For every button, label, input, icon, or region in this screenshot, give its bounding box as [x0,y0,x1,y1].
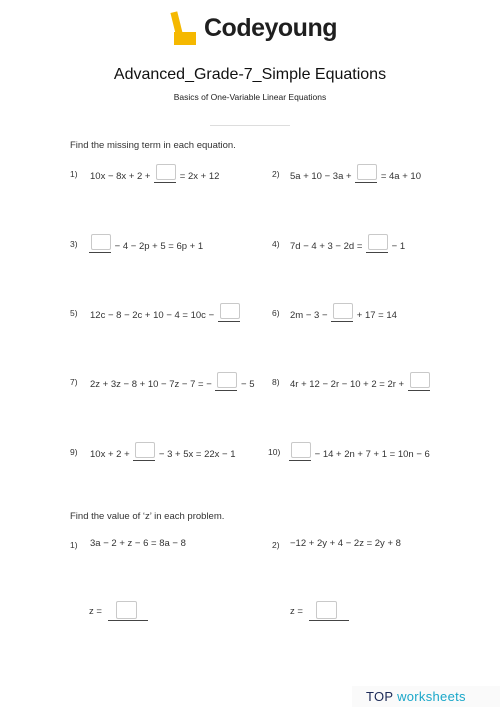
equation-left: 10x + 2 + [90,449,130,460]
footer-brand-worksheets: worksheets [397,689,466,704]
answer-blank[interactable] [218,306,240,320]
equation-5 [90,306,241,321]
equation-right: − 14 + 2n + 7 + 1 = 10n − 6 [314,449,430,460]
answer-blank[interactable] [154,167,176,181]
equation-9 [90,445,236,460]
z-label: z = [89,606,102,617]
problem-number: 4) [272,239,280,249]
equation-7 [90,375,255,390]
problem-number: 2) [272,169,280,179]
section1-instruction: Find the missing term in each equation. [70,140,236,151]
worksheet-subtitle: Basics of One-Variable Linear Equations [173,92,327,102]
worksheet-title: Advanced_Grade-7_Simple Equations [113,66,387,83]
equation-2 [290,167,421,182]
answer-blank[interactable] [355,167,377,181]
answer-blank[interactable] [289,445,311,459]
answer-blank[interactable] [215,375,237,389]
equation-right: + 17 = 14 [356,310,397,321]
answer-blank[interactable] [366,237,388,251]
section2-instruction: Find the value of ‘z’ in each problem. [70,511,225,522]
answer-blank[interactable] [133,445,155,459]
problem-number: 1) [70,169,78,179]
problem-number: 1) [70,540,78,550]
problem-number: 5) [70,308,78,318]
codeyoung-logo [170,10,350,54]
z-answer-box[interactable] [116,601,137,619]
z-answer-line [309,620,349,621]
brand-name: Codeyoung [204,14,337,42]
equation-left: 5a + 10 − 3a + [290,171,352,182]
divider [210,125,290,126]
equation-right: = 2x + 12 [179,171,220,182]
equation-right: − 4 − 2p + 5 = 6p + 1 [114,241,204,252]
problem-number: 10) [268,447,281,457]
equation-left: 12c − 8 − 2c + 10 − 4 = 10c − [90,310,215,321]
equation-10 [288,445,430,460]
z-label: z = [290,606,303,617]
codeyoung-logo-icon [170,10,200,50]
problem-number: 8) [272,377,280,387]
equation-1 [90,167,219,182]
equation-right: − 3 + 5x = 22x − 1 [158,449,236,460]
problem-number: 9) [70,447,78,457]
z-equation-2: −12 + 2y + 4 − 2z = 2y + 8 [290,538,401,549]
z-equation-1: 3a − 2 + z − 6 = 8a − 8 [90,538,186,549]
problem-number: 7) [70,377,78,387]
equation-left: 4r + 12 − 2r − 10 + 2 = 2r + [290,379,405,390]
equation-left: 2z + 3z − 8 + 10 − 7z − 7 = − [90,379,212,390]
z-answer-line [108,620,148,621]
equation-3 [88,237,203,252]
footer-brand-top: TOP [366,689,394,704]
problem-number: 3) [70,239,78,249]
problem-number: 6) [272,308,280,318]
equation-right: = 4a + 10 [380,171,421,182]
equation-left: 7d − 4 + 3 − 2d = [290,241,363,252]
answer-blank[interactable] [331,306,353,320]
equation-right: − 5 [241,379,255,390]
equation-left: 2m − 3 − [290,310,328,321]
problem-number: 2) [272,540,280,550]
equation-4 [290,237,405,252]
equation-right: − 1 [391,241,406,252]
equation-6 [290,306,397,321]
equation-left: 10x − 8x + 2 + [90,171,151,182]
answer-blank[interactable] [408,375,430,389]
footer-watermark [352,686,500,707]
equation-8 [290,375,431,390]
footer-brand [366,689,466,704]
answer-blank[interactable] [89,237,111,251]
z-answer-box[interactable] [316,601,337,619]
